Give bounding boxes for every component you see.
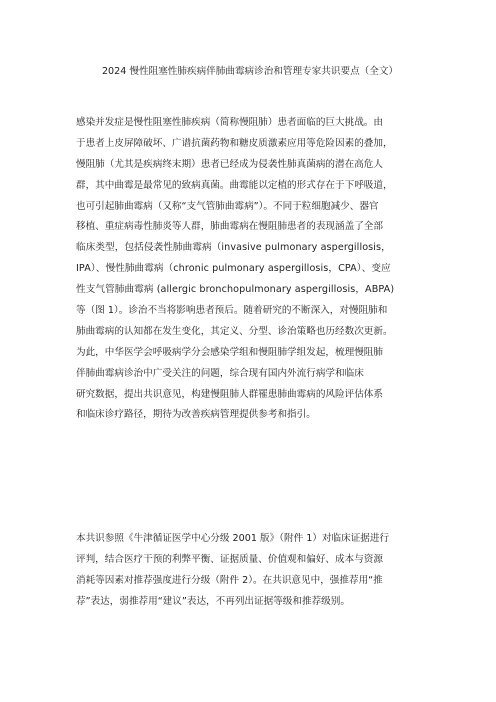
paragraph-line: 本共识参照《牛津循证医学中心分级 2001 版》（附件 1）对临床证据进行 — [76, 533, 390, 544]
paragraph-line: 移植、重症病毒性肺炎等人群，肺曲霉病在慢阻肺患者的表现涵盖了全部 — [76, 221, 383, 233]
paragraph-line: 肺曲霉病的认知都在发生变化，其定义、分型、诊治策略也历经数次更新。 — [76, 325, 393, 337]
paragraph-line: 等（图 1）。诊治不当将影响患者预后。随着研究的不断深入，对慢阻肺和 — [76, 305, 388, 317]
paragraph-line: 慢阻肺（尤其是疾病终末期）患者已经成为侵袭性肺真菌病的潜在高危人 — [76, 158, 383, 170]
paragraph-line: 研究数据，提出共识意见，构建慢阻肺人群罹患肺曲霉病的风险评估体系 — [76, 388, 383, 400]
paragraph-line: 荐”表达，弱推荐用“建议”表达，不再列出证据等级和推荐级别。 — [76, 595, 350, 607]
paragraph-line: 群，其中曲霉是最常见的致病真菌。曲霉能以定植的形式存在于下呼吸道， — [76, 179, 393, 191]
paragraph-line: 和临床诊疗路径，期待为改善疾病管理提供参考和指引。 — [76, 409, 316, 421]
paragraph-line: 感染并发症是慢性阻塞性肺疾病（简称慢阻肺）患者面临的巨大挑战。由 — [76, 117, 383, 128]
paragraph-line: 消耗等因素对推荐强度进行分级（附件 2）。在共识意见中，强推荐用“推 — [76, 574, 383, 586]
paragraph-line: 临床类型，包括侵袭性肺曲霉病（invasive pulmonary aspergillosis， — [76, 242, 391, 254]
paragraph-intro — [76, 113, 426, 426]
paragraph-line: 也可引起肺曲霉病（又称“支气管肺曲霉病”）。不同于粒细胞减少、器官 — [76, 200, 379, 212]
document-title: 2024 慢性阻塞性肺疾病伴肺曲霉病诊治和管理专家共识要点（全文） — [101, 66, 399, 77]
paragraph-line: 为此，中华医学会呼吸病学分会感染学组和慢阻肺学组发起，梳理慢阻肺 — [76, 346, 383, 358]
paragraph-line: 性支气管肺曲霉病 (allergic bronchopulmonary aspergillosis，ABPA) — [76, 284, 395, 296]
paragraph-line: 于患者上皮屏障破坏、广谱抗菌药物和糖皮质激素应用等危险因素的叠加， — [76, 137, 393, 149]
paragraph-methodology — [76, 529, 426, 613]
paragraph-line: 伴肺曲霉病诊治中广受关注的问题，综合现有国内外流行病学和临床 — [76, 367, 364, 379]
paragraph-line: 评判，结合医疗干预的利弊平衡、证据质量、价值观和偏好、成本与资源 — [76, 553, 383, 565]
paragraph-line: IPA）、慢性肺曲霉病（chronic pulmonary aspergillosis，CPA）、变应 — [76, 263, 391, 275]
